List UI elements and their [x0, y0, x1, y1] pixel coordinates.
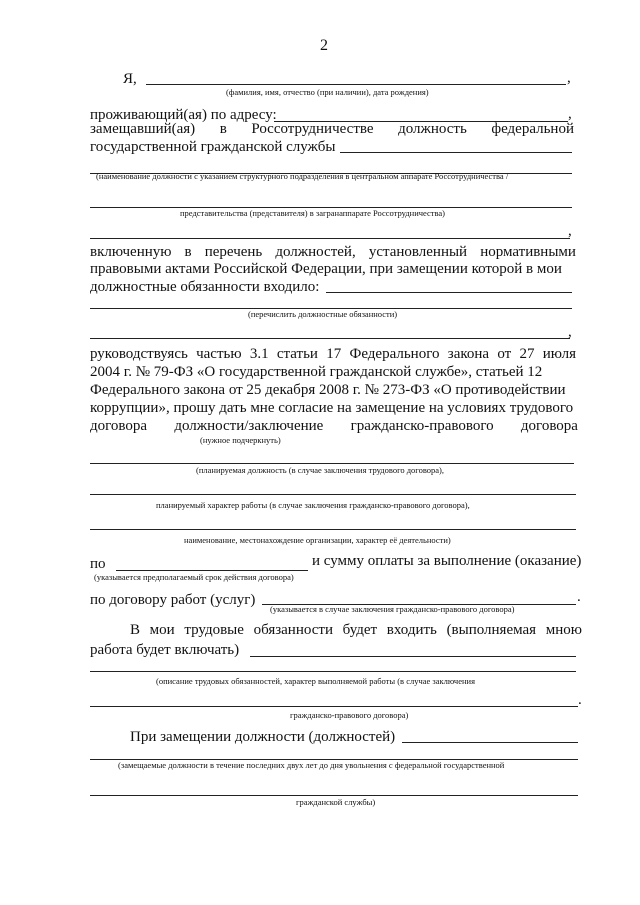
text-line-replaced [90, 121, 574, 138]
hint-organization: наименование, местонахождение организации, характер её деятельности) [184, 535, 451, 545]
word: руководствуясь [90, 346, 188, 362]
text-duties-included: должностные обязанности входило: [90, 279, 320, 295]
word: мои [149, 622, 175, 638]
word: федеральной [491, 121, 574, 137]
text-law-79: 2004 г. № 79-ФЗ «О государственной гражданской службе», статьей 12 [90, 364, 543, 380]
fill-line-work-description-3[interactable] [90, 706, 578, 707]
hint-civil-service: гражданской службы) [296, 797, 376, 807]
text-law-273: Федерального закона от 25 декабря 2008 г. № 273-ФЗ «О противодействии [90, 382, 566, 398]
word: В [130, 622, 141, 638]
word: (выполняемая [446, 622, 537, 638]
fill-line-organization[interactable] [90, 529, 576, 530]
text-line-contract-choice [90, 418, 578, 435]
word: должностей, [275, 244, 356, 260]
fill-line-position[interactable] [340, 152, 572, 153]
word: должности/заключение [174, 418, 324, 434]
word: включенную [90, 244, 172, 260]
word: перечень [204, 244, 263, 260]
hint-fio: (фамилия, имя, отчество (при наличии), дата рождения) [226, 87, 429, 97]
fill-line-position-4[interactable] [90, 238, 570, 239]
comma: , [568, 223, 572, 239]
comma: , [568, 324, 572, 340]
word: от [497, 346, 512, 362]
text-civil-service: государственной гражданской службы [90, 139, 336, 155]
word: закона [447, 346, 490, 362]
text-request-consent: коррупции», прошу дать мне согласие на замещение на условиях трудового [90, 400, 574, 416]
word: обязанности [253, 622, 333, 638]
hint-term: (указывается предполагаемый срок действия договора) [94, 572, 294, 582]
fill-line-replaced-positions[interactable] [402, 742, 578, 743]
word: должность [398, 121, 467, 137]
word: гражданско-правового [350, 418, 494, 434]
fill-line-fio[interactable] [146, 84, 566, 85]
word: в [184, 244, 192, 260]
word: июля [542, 346, 576, 362]
dot: . [577, 589, 581, 605]
hint-work-description: (описание трудовых обязанностей, характер выполняемой работы (в случае заключения [156, 676, 475, 686]
word: Россотрудничестве [251, 121, 374, 137]
word: трудовые [184, 622, 244, 638]
hint-planned-position: (планируемая должность (в случае заключения трудового договора), [196, 465, 445, 475]
word: 17 [326, 346, 342, 362]
text-work-includes: работа будет включать) [90, 642, 240, 658]
hint-underline-needed: (нужное подчеркнуть) [200, 435, 281, 445]
text-ya: Я, [123, 71, 137, 87]
text-sum-payment: и сумму оплаты за выполнение (оказание) [312, 553, 582, 569]
word: 27 [519, 346, 535, 362]
page-number: 2 [320, 37, 328, 54]
fill-line-term[interactable] [116, 570, 308, 571]
hint-list-duties: (перечислить должностные обязанности) [248, 309, 398, 319]
word: входить [386, 622, 437, 638]
hint-position-name: (наименование должности с указанием структурного подразделения в центральном аппарате Россотрудничества / [96, 171, 509, 181]
text-residing: проживающий(ая) по адресу: [90, 107, 277, 123]
hint-representation: представительства (представителя) в загранаппарате Россотрудничества) [180, 208, 446, 218]
text-po: по [90, 556, 106, 572]
comma: , [568, 106, 572, 122]
fill-line-duties[interactable] [326, 292, 572, 293]
word: статьи [276, 346, 318, 362]
comma: , [567, 70, 571, 86]
fill-line-duties-3[interactable] [90, 338, 570, 339]
text-contract-works: по договору работ (услуг) [90, 592, 256, 608]
hint-civil-contract: гражданско-правового договора) [290, 710, 409, 720]
word: 3.1 [249, 346, 269, 362]
word: в [219, 121, 227, 137]
text-line-duties-will [130, 622, 582, 639]
word: частью [196, 346, 242, 362]
text-line-included [90, 244, 576, 261]
word: нормативными [480, 244, 576, 260]
word: будет [342, 622, 378, 638]
text-when-replacing: При замещении должности (должностей) [130, 729, 396, 745]
text-line-guided [90, 346, 576, 363]
hint-work-character: планируемый характер работы (в случае заключения гражданско-правового договора), [156, 500, 470, 510]
word: договора [520, 418, 578, 434]
hint-replaced-positions: (замещаемые должности в течение последних двух лет до дня увольнения с федеральной государственной [118, 760, 505, 770]
word: замещавший(ая) [90, 121, 196, 137]
fill-line-work-description[interactable] [250, 656, 576, 657]
word: Федерального [349, 346, 440, 362]
dot: . [578, 692, 582, 708]
word: установленный [368, 244, 468, 260]
fill-line-work-character[interactable] [90, 494, 576, 495]
fill-line-replaced-positions-3[interactable] [90, 795, 578, 796]
fill-line-work-description-2[interactable] [90, 671, 576, 672]
word: договора [90, 418, 148, 434]
text-legal-acts: правовыми актами Российской Федерации, при замещении которой в мои [90, 261, 562, 277]
hint-contract: (указывается в случае заключения гражданско-правового договора) [270, 604, 515, 614]
fill-line-planned-position[interactable] [90, 463, 574, 464]
word: мною [545, 622, 582, 638]
